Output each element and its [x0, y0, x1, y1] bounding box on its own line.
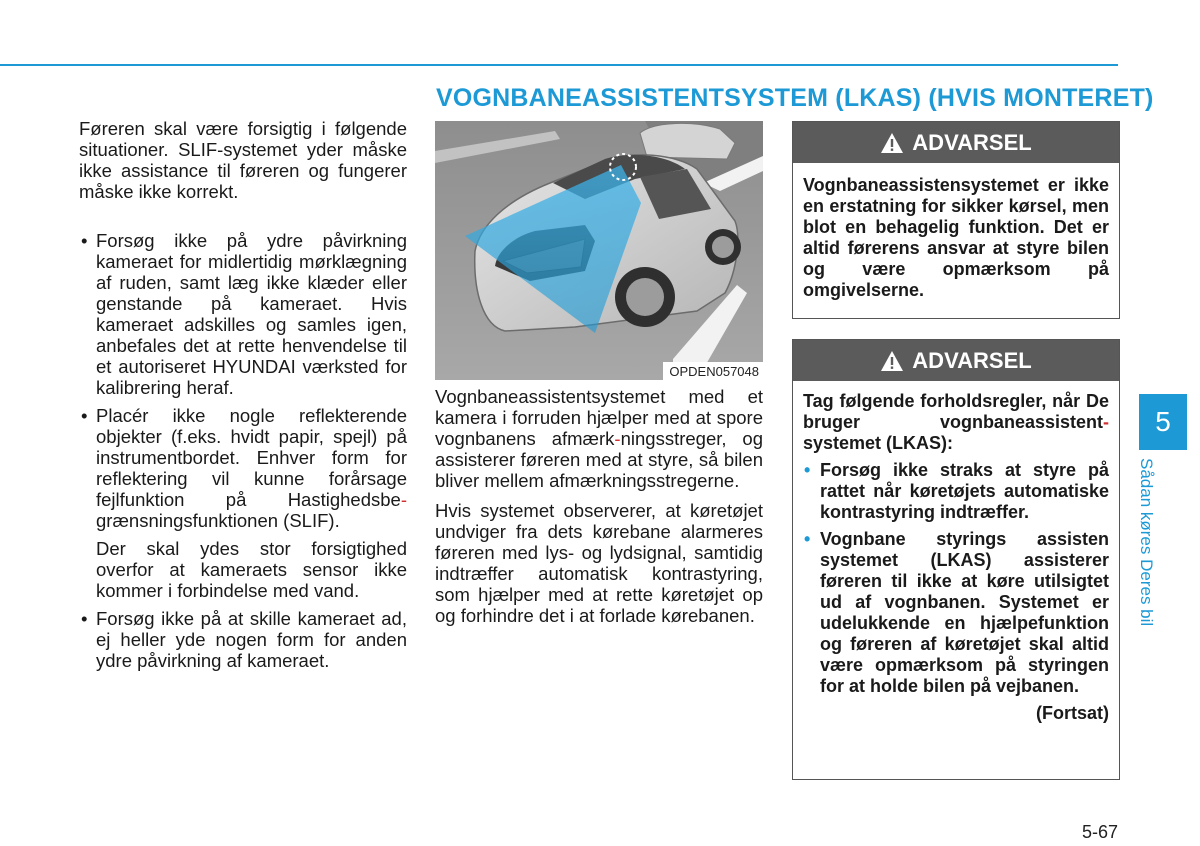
warning-title: ADVARSEL	[912, 347, 1032, 373]
warning-box	[792, 121, 1120, 319]
continued-label: (Fortsat)	[1036, 703, 1109, 723]
list-item: • Forsøg ikke på ydre påvirkning kameraet for midlertidig mørklægning af ruden, samt læg ikke klæder eller genstande på kameraet. Hvis kameraet adskilles og samles igen, anbefales det at rette henvendelse til et autoriseret HYUNDAI værksted for kalibrering heraf.	[79, 230, 407, 398]
list-item: • Forsøg ikke på at skille kameraet ad, ej heller yde nogen form for anden ydre påvirkning af kameraet.	[79, 608, 407, 671]
warning-content	[793, 381, 1119, 734]
warning-triangle-icon	[880, 132, 904, 154]
figure-code: OPDEN057048	[663, 362, 763, 380]
description-paragraph: Vognbaneassistentsystemet med et kamera i forruden hjælper med at spore vognbanens afmærk-ningsstreger, og assisterer føreren med at styre, så bilen bliver mellem afmærkningsstregerne.	[435, 386, 763, 491]
warning-header	[793, 122, 1119, 163]
warning-text: Vognbaneassistensystemet er ikke en erstatning for sikker kørsel, men blot en behagelig funktion. Det er altid førerens ansvar at styre bilen og være opmærksom på omgivelserne.	[803, 175, 1109, 300]
warning-box	[792, 339, 1120, 780]
sub-paragraph: Der skal ydes stor forsigtighed overfor at kameraets sensor ikke kommer i forbindelse med vand.	[96, 538, 407, 601]
list-item: • Forsøg ikke straks at styre på rattet når køretøjets automatiske kontrastyring indtræffer.	[803, 460, 1109, 523]
warning-list	[803, 460, 1109, 697]
chapter-title-vertical: Sådan køres Deres bil	[1137, 458, 1156, 627]
car-camera-illustration	[435, 121, 763, 380]
warning-title: ADVARSEL	[912, 129, 1032, 155]
middle-column	[435, 386, 763, 626]
list-item: • Placér ikke nogle reflekterende objekter (f.eks. hvidt papir, spejl) på instrumentbordet. Enhver form for reflektering vil kunne forårsage fejlfunktion på Hastighedsbe-grænsningsfunktionen (SLIF).	[79, 405, 407, 531]
chapter-tab: 5	[1139, 394, 1187, 450]
list-item: • Vognbane styrings assisten systemet (LKAS) assisterer føreren til ikke at køre utilsigtet ud af vognbanen. Systemet er udelukkende en hjælpefunktion og føreren af køretøjet skal altid være opmærksom på styringen for at holde bilen på vejbanen.	[803, 529, 1109, 697]
caution-list	[79, 230, 407, 531]
top-rule	[0, 64, 1118, 66]
car-illustration-svg	[435, 121, 763, 380]
hyphen-mark: -	[400, 489, 407, 510]
warning-triangle-icon	[880, 350, 904, 372]
page-number: 5-67	[1081, 822, 1118, 842]
description-paragraph: Hvis systemet observerer, at køretøjet undviger fra dets kørebane alarmeres føreren med lys- og lydsignal, samtidig indtræffer automatisk kontrastyring, som hjælper med at rette køretøjet op og forhindre det i at forlade kørebanen.	[435, 500, 763, 626]
hyphen-mark: -	[1103, 412, 1109, 432]
caution-list	[79, 608, 407, 671]
section-heading: VOGNBANEASSISTENTSYSTEM (LKAS) (HVIS MONTERET)	[436, 84, 1154, 112]
warning-header	[793, 340, 1119, 381]
intro-paragraph: Føreren skal være forsigtig i følgende situationer. SLIF-systemet yder måske ikke assistance til føreren og fungerer måske ikke korrekt.	[79, 118, 407, 202]
left-column	[79, 118, 407, 678]
hyphen-mark: -	[614, 428, 621, 449]
warning-intro: Tag følgende forholdsregler, når De bruger vognbaneassistent-systemet (LKAS):	[803, 391, 1109, 453]
